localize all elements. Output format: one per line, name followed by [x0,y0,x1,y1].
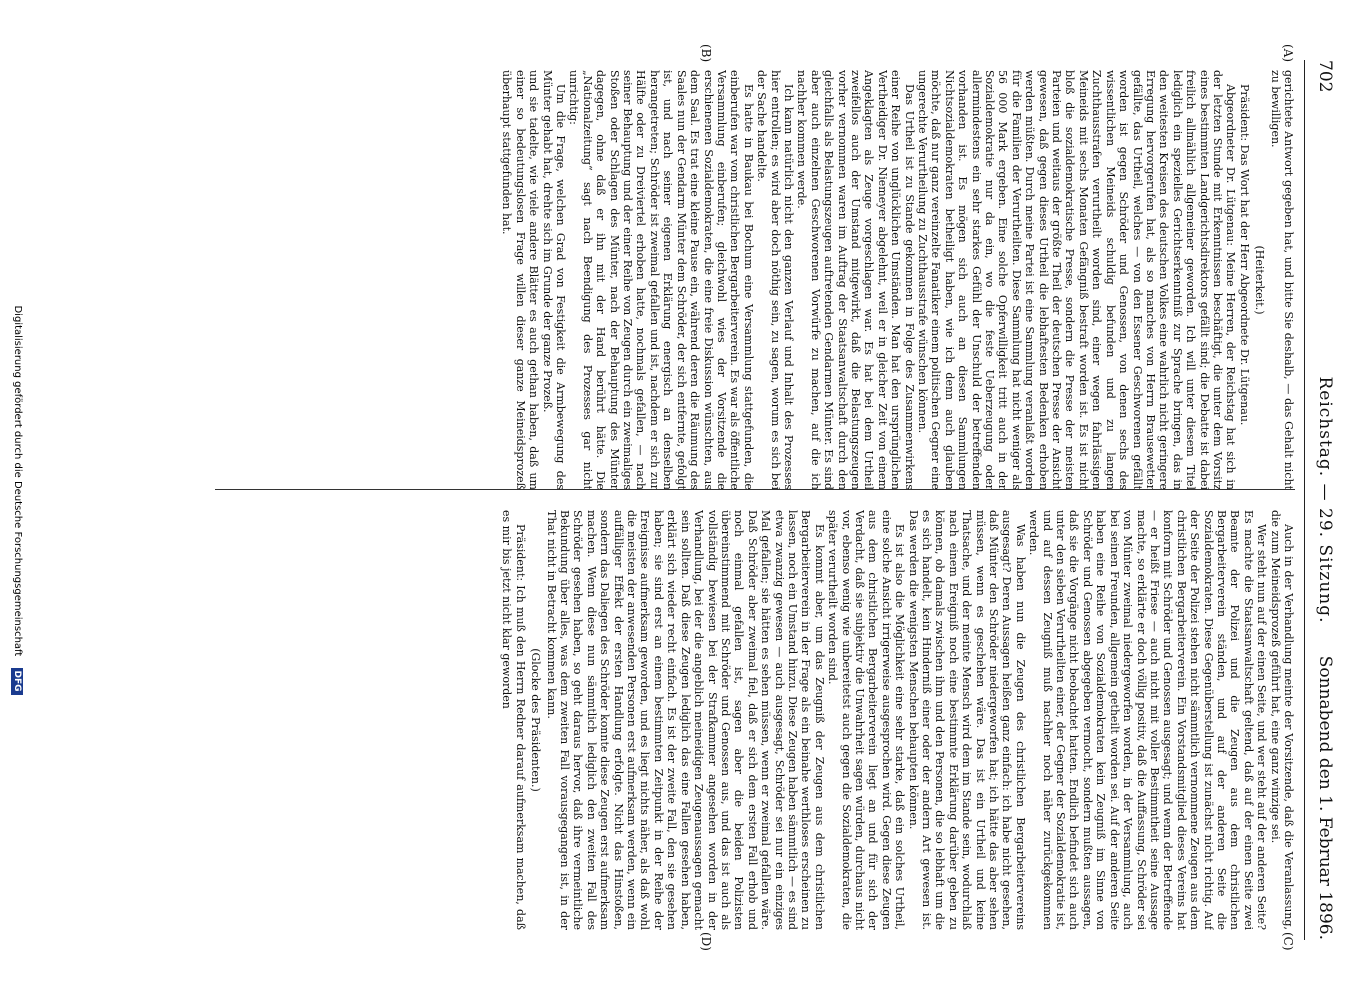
header-date: Sonnabend den 1. Februar 1896. [1315,655,1335,940]
left-column [215,70,1295,490]
margin-marker-d: (D) [699,932,713,951]
margin-marker-c: (C) [1281,932,1295,951]
paragraph: Ich kann natürlich nicht den ganzen Verlauf und Inhalt des Prozesses hier entrollen; es wird aber doch nöthig sein, zu sagen, worum es sich bei der Sache handelte. [755,70,795,490]
page-header [1309,60,1335,940]
dfg-logo: DFG [11,668,23,695]
paragraph: Wer steht nun auf der einen Seite, und wer steht auf der anderen Seite? Es machte die Staatsanwaltschaft geltend, daß auf der einen Seite zwei Beamte der Polizei und die Zeugen aus dem christlichen Bergarbeiterverein ständen, und auf der anderen Seite die Sozialdemokraten. Diese Gegenüberstellung ist zunächst nicht richtig. Auf der Seite der Polizei stehen nicht sämmtlich vernommene Zeugen aus dem christlichen Bergarbeiterverein. Ein Vorstandsmitglied dieses Vereins hat konform mit Schröder und Genossen ausgesagt; und wenn der Betreffende — er heißt Friese — auch nicht mit voller Bestimmtheit seine Aussage machte, so erklärte er doch völlig positiv, daß die Auffassung, Schröder sei von Münter zweimal niedergeworfen worden, in der Versammlung, auch bei seinen Freunden, allgemein getheilt worden sei. Auf der anderen Seite haben eine Reihe von Sozialdemokraten kein Zeugniß im Sinne von Schröder und Genossen abgegeben vermocht, sondern mußten aussagen, daß sie die Vorgänge nicht beobachtet hatten. Endlich befindet sich auch unter den sieben Verurtheilten einer, der Gegner der Sozialdemokratie ist, und auf dessen Zeugniß muß nachher noch näher zurückgekommen werden. [1027,510,1269,930]
paragraph: und sie tadelte, wie viele andere Blätter es auch gethan haben, daß um einer so bedeutungslosen Frage willen dieser ganze Meineidsprozeß überhaupt stattgefunden hat. [500,70,541,490]
paragraph: Abgeordneter Dr. Lütgenau: Meine Herren, der Reichstag hat sich in der letzten Stunde mit Erkenntnissen beschäftigt, die unter dem Vorsitz eines bestimmten Landgerichtsdirektors gefällt sind; die Debatte ist dabei freilich allmählich allgemeiner geworden. Ich will unter diesem Titel lediglich ein spezielles Gerichtserkenntniß zur Sprache bringen, das in den weitesten Kreisen des deutschen Volkes eine wahrlich nicht geringere Erregung hervorgerufen hat, als so manches von Herrn Brausewetter gefällte, das Urtheil, welches — von den Essener Geschworenen gefällt worden ist gegen Schröder und Genossen, von denen sechs des wissentlichen Meineids schuldig befunden und zu langen Zuchthausstrafen verurtheilt worden sind, einer wegen fahrlässigen Meineids mit sechs Monaten Gefängniß bestraft worden ist. Es ist nicht bloß die sozialdemokratische Presse, sondern die Presse der meisten Parteien und weitaus der größte Theil der deutschen Presse der Ansicht gewesen, daß gegen dieses Urtheil die lebhaftesten Bedenken erhoben werden müßten. Durch meine Partei ist eine Sammlung veranlaßt worden für die Familien der Verurtheilten. Diese Sammlung hat nicht weniger als 56 000 Mark ergeben. Eine solche Opferwilligkeit tritt auch in der Sozialdemokratie nur da ein, wo die feste Ueberzeugung oder allermindestens ein sehr starkes Gefühl der Unschuld der betreffenden vorhanden ist. Es mögen sich auch an diesen Sammlungen Nichtsozialdemokraten betheiligt haben, wie ich denn auch glauben möchte, daß nur ganz vereinzelte Fanatiker einem politischen Gegner eine ungerechte Verurtheilung zu Zuchthausstrafe wünschen können. [916,70,1238,490]
page-number: 702 [1315,60,1335,93]
paragraph: Präsident: Das Wort hat der Herr Abgeordnete Dr. Lütgenau. [1237,84,1251,426]
paragraph: Auch in der Verhandlung meinte der Vorsitzende, daß die Veranlassung, die zum Meineidsprozeß geführt hat, eine ganz winzige sei. [1268,510,1295,930]
margin-marker-b: (B) [699,44,713,63]
paragraph: gerichtete Antwort gegeben hat, und bitte Sie deshalb, — das Gehalt nicht zu bewilligen. [1268,70,1295,490]
quote: Um die Frage, welchen Grad von Festigkeit die Armbewegung des Münter gehabt hat, drehte sich im Grunde der ganze Prozeß. [540,70,568,490]
footer-text: Digitalisierung gefördert durch die Deutsche Forschungsgemeinschaft [12,305,23,657]
paragraph: Präsident: Ich muß den Herrn Redner darauf aufmerksam machen, daß es mir bis jetzt nicht klar geworden [500,510,527,930]
margin-marker-a: (A) [1281,44,1295,63]
paragraph: Es kommt aber, um das Zeugniß der Zeugen aus dem christlichen Bergarbeiterverein in der Frage als ein beinahe werthloses erscheinen zu lassen, noch ein Umstand hinzu. Diese Zeugen haben sämmtlich — es sind etwa zwanzig gewesen — auch ausgesagt, Schröder sei nur ein einziges Mal gefallen; sie hätten es sehen müssen, wenn er zweimal gefallen wäre. Daß Schröder aber zweimal fiel, daß er sich dem ersten Fall erhob und noch einmal gefallen ist, sagen aber die beiden Polizisten übereinstimmend mit Schröder und Genossen aus, und das ist auch als vollständig bewiesen bei der Strafkammer angesehen worden in der Verhandlung, bei der die angeblich meineidigen Zeugenaussagen gemacht sein sollten. Daß diese Zeugen lediglich das eine Fallen gesehen haben, erklärt sich wieder recht einfach. Es ist der zweite Fall, den sie gesehen haben; sie sind erst an einem bestimmten Zeitpunkt in der Reihe der Ereignisse aufmerksam geworden, und es liegt nichts näher, als daß wohl die meisten der anwesenden Personen erst aufmerksam werden, wenn ein auffälliger Effekt der ersten Handlung erfolgte. Nicht das Hinstoßen, sondern das Daliegen des Schröder konnte diese Zeugen erst aufmerksam machen. Wenn diese nun sämmtlich lediglich den zweiten Fall des Schröder gesehen haben, so geht daraus hervor, daß ihre vermeintliche Bekundung über alles, was dem zweiten Fall vorausgegangen ist, in der That nicht in Betracht kommen kann. [544,510,826,930]
digitization-footer [11,0,23,1000]
header-rule [1304,60,1305,940]
interjection: (Heiterkeit.) [1253,245,1267,315]
paragraph: Es hatte in Baukau bei Bochum eine Versammlung stattgefunden, die einberufen war vom christlichen Bergarbeiterverein. Es war als öffentliche Versammlung einberufen; gleichwohl wies der Vorsitzende die erschienenen Sozialdemokraten, die eine freie Diskussion wünschten, aus dem Saal. Es trat eine kleine Pause ein, während deren die Räumung des Saales nun der Gendarm Münter dem Schröder, der sich entfernte, gefolgt ist, und nach seiner eigenen Erklärung energisch an denselben herangetreten; Schröder ist zweimal gefallen und ist, nachdem er sich zur Hälfte oder zu Dreiviertel erhoben hatte, nochmals gefallen, — nach seiner Behauptung und der einer Reihe von Zeugen durch ein zweimaliges Stoßen oder Schlagen des Münter, nach der Behauptung des Münter dagegen, ohne daß er ihn mit der Hand berührt hätte. Die „Nationalzeitung“ sagt nach Beendigung des Prozesses gar nicht unrichtig: [567,70,755,490]
right-column [215,510,1295,930]
header-title: Reichstag. — 29. Sitzung. [1315,376,1335,624]
paragraph: Das Urtheil ist zu Stande gekommen in Folge des Zusammenwirkens einer Reihe von unglücklichen Umständen. Man hat den ursprünglichen Vertheidiger Dr. Niemeyer abgelehnt, weil er in gleicher Zeit von einem Angeklagten als Zeuge vorgeschlagen war. Es hat bei dem Urtheil zweifellos auch der Umstand mitgewirkt, daß die Belastungszeugen vorher vernommen waren im Auftrag der Staatsanwaltschaft durch den gleichfalls als Belastungszeugen auftretenden Gendarmen Münter. Es sind aber auch einzelnen Geschworenen Vorwürfe zu machen, auf die ich nachher kommen werde. [795,70,916,490]
paragraph: Es ist also die Möglichkeit eine sehr starke, daß ein solches Urtheil, eine solche Ansicht irrigerweise ausgesprochen wird. Gegen diese Zeugen aus dem christlichen Bergarbeiterverein liegt an und für sich der Verdacht, daß sie subjektiv die Unwahrheit sagen würden, durchaus nicht vor, ebenso wenig wie unbereitetst auch gegen die Sozialdemokraten, die später verurtheilt worden sind. [826,510,907,930]
paragraph: Was haben nun die Zeugen des christlichen Bergarbeitervereins ausgesagt? Deren Aussagen heißen ganz einfach: ich habe nicht gesehen, daß Münter den Schröder niedergeworfen hat; ich hätte das aber sehen müssen, wenn es geschehen wäre. Das ist ein Urtheil und keine Thatsache, und der meinte Mensch wird dem im Stande sein, wodurchlaß nach einem Ereigniß noch eine bestimmte Erklärung darüber geben zu können, ob damals zwischen ihm und den Personen, die so lebhaft um die es sich handelt, kein Hinderniß einer oder der andern Art gewesen ist. Das werden die wenigsten Menschen behaupten können. [906,510,1027,930]
interjection: (Glocke des Präsidenten.) [529,648,543,792]
column-divider [215,489,1295,490]
